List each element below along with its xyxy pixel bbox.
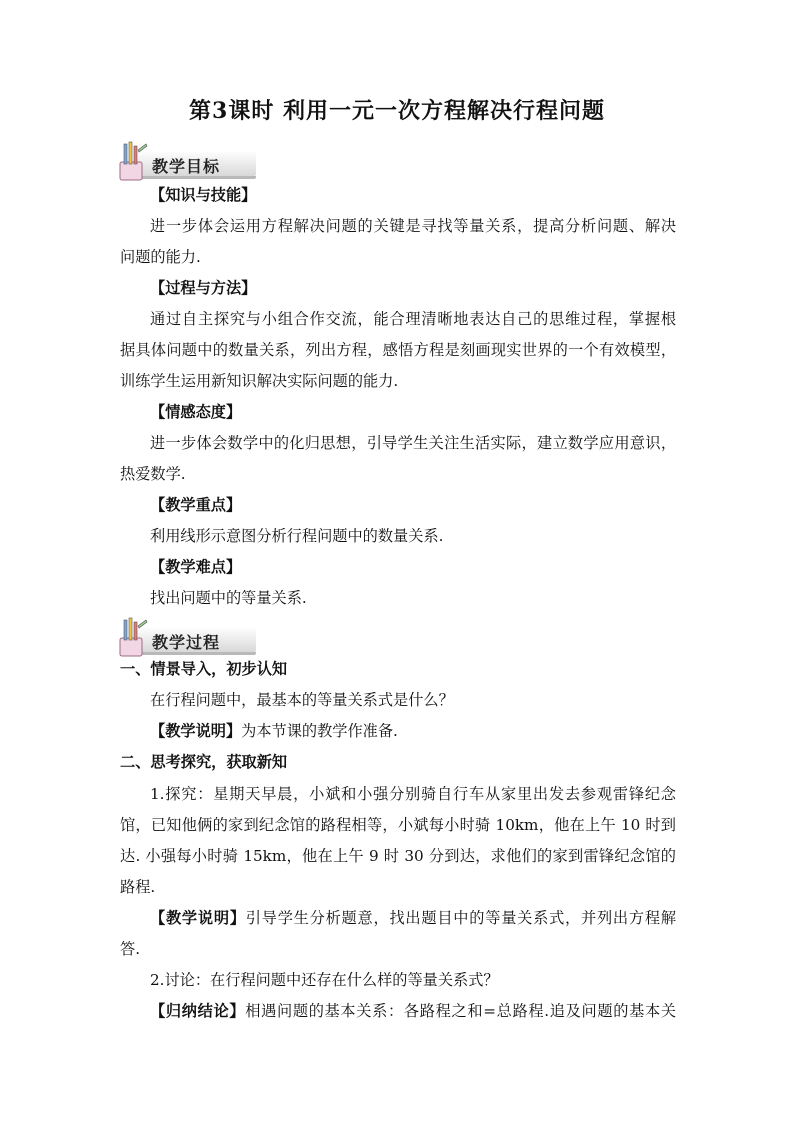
paragraph-line: 问题的能力.	[120, 248, 201, 266]
paragraph-line: 在行程问题中，最基本的等量关系式是什么？	[150, 691, 454, 709]
paragraph-line: 训练学生运用新知识解决实际问题的能力.	[120, 372, 399, 390]
paragraph-line: 答.	[120, 940, 141, 958]
paragraph-line: 2.讨论：在行程问题中还存在什么样的等量关系式？	[150, 971, 499, 989]
note-text: 引导学生分析题意，找出题目中的等量关系式，并列出方程解	[245, 909, 677, 927]
paragraph-line: 1.探究：星期天早晨，小斌和小强分别骑自行车从家里出发去参观雷锋纪念	[150, 785, 676, 803]
note-label: 【教学说明】	[150, 722, 242, 740]
section-heading-1: 一、情景导入，初步认知	[120, 660, 288, 678]
paragraph-line: 进一步体会数学中的化归思想，引导学生关注生活实际，建立数学应用意识，	[150, 434, 676, 452]
conclusion-label: 【归纳结论】	[150, 1002, 246, 1020]
paragraph-line: 据具体问题中的数量关系，列出方程，感悟方程是刻画现实世界的一个有效模型，	[120, 341, 676, 359]
note-text: 为本节课的教学作准备.	[241, 722, 398, 740]
heading-knowledge: 【知识与技能】	[150, 186, 257, 204]
heading-process-method: 【过程与方法】	[150, 279, 257, 297]
heading-focus: 【教学重点】	[150, 496, 242, 514]
paragraph-line: 通过自主探究与小组合作交流，能合理清晰地表达自己的思维过程，掌握根	[150, 310, 676, 328]
section-banner-process	[116, 616, 262, 656]
heading-attitude: 【情感态度】	[150, 403, 242, 421]
paragraph-line: 热爱数学.	[120, 465, 186, 483]
paragraph-line: 路程.	[120, 878, 156, 896]
heading-difficulty: 【教学难点】	[150, 558, 242, 576]
paragraph-line: 找出问题中的等量关系.	[150, 589, 307, 607]
teaching-note	[150, 908, 676, 928]
teaching-note	[150, 721, 676, 741]
paragraph-line: 利用线形示意图分析行程问题中的数量关系.	[150, 527, 444, 545]
section-heading-2: 二、思考探究，获取新知	[120, 753, 288, 771]
note-label: 【教学说明】	[150, 909, 246, 927]
paragraph-line: 馆，已知他俩的家到纪念馆的路程相等，小斌每小时骑 10km，他在上午 10 时到	[120, 816, 676, 834]
paragraph-line: 进一步体会运用方程解决问题的关键是寻找等量关系，提高分析问题、解决	[150, 217, 676, 235]
page-title: 第3课时 利用一元一次方程解决行程问题	[189, 98, 605, 124]
banner-label-process: 教学过程	[152, 633, 221, 652]
conclusion-text: 相遇问题的基本关系：各路程之和=总路程.追及问题的基本关	[245, 1002, 677, 1020]
paragraph-line: 达. 小强每小时骑 15km，他在上午 9 时 30 分到达，求他们的家到雷锋纪念馆的	[120, 847, 676, 865]
banner-label-goals: 教学目标	[152, 157, 221, 176]
section-banner-goals	[116, 140, 262, 180]
conclusion-line	[150, 1001, 676, 1021]
